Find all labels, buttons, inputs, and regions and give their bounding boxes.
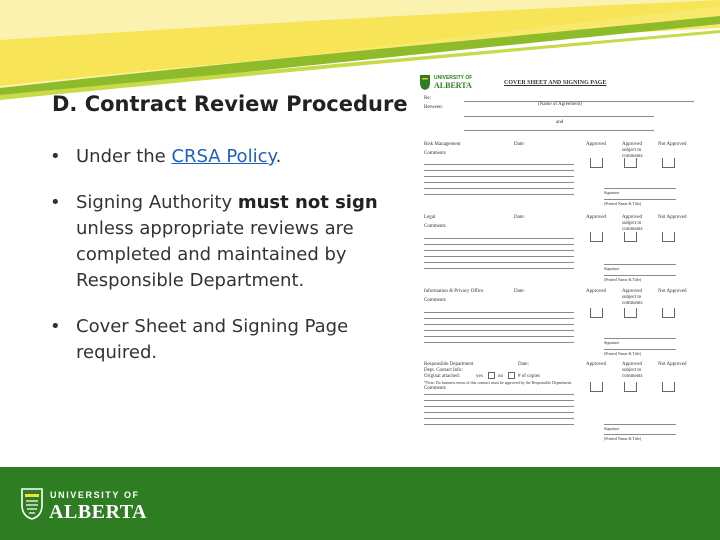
checkbox-no[interactable] (508, 372, 515, 379)
note-text: *Note: Do business terms of this contract must be approved by the Responsible Department. (424, 380, 572, 385)
checkbox-not-approved[interactable] (662, 308, 675, 318)
comment-line (424, 406, 574, 407)
approved-subject-col: Approved subject to comments (622, 215, 643, 232)
signature-line (604, 188, 676, 189)
approved-col: Approved (586, 142, 606, 147)
bullet-dot: • (50, 316, 61, 337)
comment-line (424, 176, 574, 177)
between-label: Between: (424, 105, 443, 110)
checkbox-approved-subject[interactable] (624, 308, 637, 318)
bullet-emphasis: must not sign (237, 192, 378, 213)
comment-line (424, 188, 574, 189)
checkbox-yes[interactable] (488, 372, 495, 379)
printed-name-label: (Printed Name & Title) (604, 351, 642, 356)
and-label: and (556, 120, 564, 125)
crest-icon (22, 489, 42, 519)
not-approved-col: Not Approved (658, 215, 687, 220)
date-label: Date: (514, 215, 525, 220)
bullet-dot: • (50, 192, 61, 213)
comment-line (424, 312, 574, 313)
comment-line (424, 318, 574, 319)
slide-title: D. Contract Review Procedure (52, 92, 408, 116)
approved-col: Approved (586, 215, 606, 220)
doc-header-university: UNIVERSITY OF (434, 75, 473, 81)
name-of-agreement-label: (Name of Agreement) (538, 102, 582, 107)
printed-name-line (604, 349, 676, 350)
comments-label: Comments (424, 386, 446, 391)
approved-subject-col: Approved subject to comments (622, 142, 643, 159)
comment-line (424, 244, 574, 245)
no-label: no (498, 374, 503, 379)
signature-label: Signature (604, 426, 620, 431)
doc-title: COVER SHEET AND SIGNING PAGE (504, 80, 607, 86)
comment-line (424, 268, 574, 269)
printed-name-label: (Printed Name & Title) (604, 277, 642, 282)
approved-col: Approved (586, 362, 606, 367)
date-label: Date: (514, 142, 525, 147)
comments-label: Comments (424, 151, 446, 156)
party-line (464, 116, 654, 117)
section-legal: Legal (424, 215, 436, 220)
not-approved-col: Not Approved (658, 142, 687, 147)
bullet-text: Cover Sheet and Signing Page required. (76, 316, 349, 363)
num-copies-label: # of copies (518, 374, 540, 379)
signature-line (604, 424, 676, 425)
bullet-cover-sheet (48, 314, 398, 366)
checkbox-approved-subject[interactable] (624, 158, 637, 168)
approved-subject-col: Approved subject to comments (622, 289, 643, 306)
comments-label: Comments (424, 224, 446, 229)
re-label: Re: (424, 96, 431, 101)
checkbox-approved-subject[interactable] (624, 382, 637, 392)
comment-line (424, 256, 574, 257)
printed-name-label: (Printed Name & Title) (604, 201, 642, 206)
comment-line (424, 424, 574, 425)
comment-line (424, 238, 574, 239)
original-attached-label: Original attached: (424, 374, 460, 379)
comment-line (424, 342, 574, 343)
comment-line (424, 330, 574, 331)
comments-label: Comments (424, 298, 446, 303)
date-label: Date: (518, 362, 529, 367)
university-of-alberta-logo (20, 487, 150, 521)
comment-line (424, 412, 574, 413)
checkbox-not-approved[interactable] (662, 382, 675, 392)
bullet-list (48, 144, 398, 386)
comment-line (424, 324, 574, 325)
crsa-policy-link[interactable]: CRSA Policy (171, 146, 276, 167)
date-label: Date: (514, 289, 525, 294)
bullet-signing-authority (48, 190, 398, 294)
section-risk-management: Risk Management (424, 142, 461, 147)
section-privacy-office: Information & Privacy Office (424, 289, 484, 294)
checkbox-approved[interactable] (590, 158, 603, 168)
comment-line (424, 194, 574, 195)
yes-label: yes (476, 374, 483, 379)
signature-label: Signature (604, 190, 620, 195)
doc-header-alberta: ALBERTA (434, 81, 472, 90)
checkbox-approved[interactable] (590, 232, 603, 242)
comment-line (424, 336, 574, 337)
not-approved-col: Not Approved (658, 362, 687, 367)
footer-logo-line1: UNIVERSITY OF (50, 490, 140, 500)
comment-line (424, 164, 574, 165)
not-approved-col: Not Approved (658, 289, 687, 294)
printed-name-line (604, 199, 676, 200)
party-line (464, 130, 654, 131)
checkbox-approved[interactable] (590, 382, 603, 392)
signature-line (604, 264, 676, 265)
comment-line (424, 262, 574, 263)
cover-sheet-document (418, 72, 696, 444)
signature-label: Signature (604, 340, 620, 345)
checkbox-approved[interactable] (590, 308, 603, 318)
bullet-text: . (275, 146, 282, 167)
checkbox-not-approved[interactable] (662, 232, 675, 242)
comment-line (424, 170, 574, 171)
printed-name-label: (Printed Name & Title) (604, 436, 642, 441)
footer-logo-line2: ALBERTA (49, 501, 148, 521)
approved-col: Approved (586, 289, 606, 294)
signature-label: Signature (604, 266, 620, 271)
comment-line (424, 394, 574, 395)
signature-line (604, 338, 676, 339)
printed-name-line (604, 434, 676, 435)
comment-line (424, 182, 574, 183)
dept-contact-label: Dept. Contact Info: (424, 368, 463, 373)
bullet-text: Under the (76, 146, 172, 167)
checkbox-not-approved[interactable] (662, 158, 675, 168)
comment-line (424, 250, 574, 251)
checkbox-approved-subject[interactable] (624, 232, 637, 242)
bullet-text: unless appropriate reviews are completed and maintained by Responsible Department. (76, 218, 354, 291)
bullet-crsa-policy (48, 144, 398, 170)
comment-line (424, 418, 574, 419)
bullet-text: Signing Authority (76, 192, 238, 213)
section-responsible-department: Responsible Department (424, 362, 474, 367)
approved-subject-col: Approved subject to comments (622, 362, 643, 379)
printed-name-line (604, 275, 676, 276)
comment-line (424, 400, 574, 401)
bullet-dot: • (50, 146, 61, 167)
